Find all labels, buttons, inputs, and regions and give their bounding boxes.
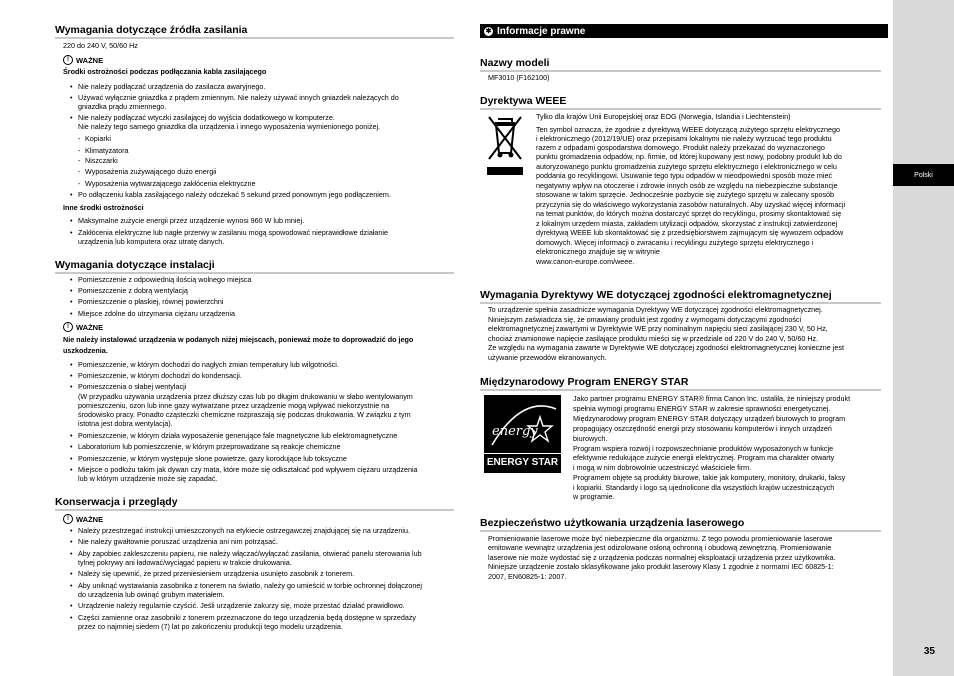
list-item: • Pomieszczenie o płaskiej, równej powierzchni (78, 297, 223, 306)
heading-emc: Wymagania Dyrektywy WE dotyczącej zgodności elektromagnetycznej (480, 289, 832, 301)
list-item: • Należy się upewnić, że przed przeniesieniem urządzenia usunięto zasobnik z tonerem. (78, 569, 354, 578)
important-note (63, 322, 103, 332)
list-item: • Urządzenie należy regularnie czyścić. Jeśli urządzenie zakurzy się, może przestać działać prawidłowo. (78, 601, 405, 610)
energy-text: Jako partner programu ENERGY STAR® firma Canon Inc. ustaliła, że niniejszy produkt (573, 394, 851, 403)
energy-text: Program wspiera rozwój i rozpowszechnianie produktów wyposażonych w funkcje (573, 444, 834, 453)
list-item: • Aby uniknąć wystawiania zasobnika z tonerem na światło, należy go umieścić w torbie ochronnej dołączonej (78, 581, 422, 590)
list-item: • Nie należy podłączać urządzenia do zasilacza awaryjnego. (78, 82, 265, 91)
important-note (63, 514, 103, 524)
important-label: WAŻNE (76, 322, 104, 332)
important-icon: ! (63, 322, 73, 332)
warning-text: Nie należy instalować urządzenia w podanych niżej miejscach, ponieważ może to doprowadzić do jego (63, 335, 414, 344)
heading-weee: Dyrektywa WEEE (480, 95, 567, 107)
weee-text: na temat punktów, do których można dostarczyć sprzęt do recyklingu, prosimy skontaktować się (536, 209, 842, 218)
cable-title: Środki ostrożności podczas podłączania kabla zasilającego (63, 67, 267, 76)
side-margin (893, 0, 954, 676)
sub-item: - Klimatyzatora (85, 146, 129, 155)
weee-text: przyczynia się do właściwego wykorzystania zasobów naturalnych. Aby uzyskać więcej informacji (536, 200, 846, 209)
heading-rule (55, 509, 454, 511)
list-item: • Pomieszczenie, w którym działa wyposażenie generujące fale magnetyczne lub elektromagnetyczne (78, 431, 397, 440)
banner-title: Informacje prawne (497, 25, 586, 37)
list-item-cont: istotna jest dobra wentylacja). (78, 419, 173, 428)
list-item: • Pomieszczenie z odpowiednią ilością wolnego miejsca (78, 275, 251, 284)
laser-text: Promieniowanie laserowe może być niebezpieczne dla organizmu. Z tego powodu promieniowanie laserowe (488, 534, 833, 543)
important-label: WAŻNE (76, 514, 104, 524)
list-item: • Miejsce zdolne do utrzymania ciężaru urządzenia (78, 309, 235, 318)
energy-text: w programie. (573, 492, 615, 501)
important-icon: ! (63, 55, 73, 65)
emc-text: To urządzenie spełnia zasadnicze wymagania Dyrektywy WE dotyczącej zgodności elektromagnetycznej. (488, 305, 823, 314)
list-item: • Pomieszczenie, w którym dochodzi do kondensacji. (78, 371, 242, 380)
heading-rule (55, 272, 454, 274)
list-item: • Zakłócenia elektryczne lub nagłe przerwy w zasilaniu mogą spowodować nieprawidłowe działanie (78, 228, 388, 237)
list-item: • Miejsce o podłożu takim jak dywan czy mata, które może się odkształcać pod wpływem ciężaru urządzenia (78, 465, 418, 474)
list-item: • Maksymalne zużycie energii przez urządzenie wynosi 960 W lub mniej. (78, 216, 304, 225)
list-item: • Należy przestrzegać instrukcji umieszczonych na etykiecie ostrzegawczej znajdującej się na urządzeniu. (78, 526, 410, 535)
language-tab[interactable]: Polski (893, 164, 954, 186)
heading-rule (480, 70, 881, 72)
energy-text: propagujący oszczędność energii przy stosowaniu komputerów i innych urządzeń (573, 424, 832, 433)
energy-text: i kopiarki. Standardy i logo są ujednolicone dla wszystkich krajów uczestniczących (573, 483, 835, 492)
energy-text: biurowych. (573, 434, 608, 443)
other-title: Inne środki ostrożności (63, 203, 144, 212)
weee-link[interactable]: www.canon-europe.com/weee. (536, 257, 635, 266)
list-item-cont: pomieszczeniu, ozon lub inne gazy wytwarzane przez urządzenie mogą wpływać niekorzystnie na (78, 401, 390, 410)
heading-energy-star: Międzynarodowy Program ENERGY STAR (480, 376, 689, 388)
heading-rule (480, 302, 881, 304)
list-item-cont: przez co najmniej siedem (7) lat po zakończeniu produkcji tego modelu urządzenia. (78, 622, 343, 631)
weee-text: dyrektywą WEEE lub skontaktować się z przedsiębiorstwem zajmującym się wywozem odpadów (536, 228, 844, 237)
weee-text: stosowane w takim sprzęcie. Jednocześnie pozbycie się zużytego sprzętu w zalecany sposób (536, 190, 835, 199)
list-item: • Pomieszczenia o słabej wentylacji (78, 382, 186, 391)
list-item: • Aby zapobiec zakleszczeniu papieru, nie należy włączać/wyłączać zasilania, otwierać panelu sterowania lub (78, 549, 422, 558)
important-icon: ! (63, 514, 73, 524)
weee-text: razem z odpadami gospodarstwa domowego. Produkt należy przekazać do wyznaczonego (536, 143, 825, 152)
weee-text: i elektronicznego (2012/19/UE) oraz przepisami lokalnymi nie należy wyrzucać tego produktu (536, 134, 832, 143)
weee-text: negatywny wpływ na otoczenie i zdrowie innych osób ze względu na niebezpieczne substancje (536, 181, 838, 190)
list-item: • Pomieszczenie, w którym dochodzi do nagłych zmian temperatury lub wilgotności. (78, 360, 339, 369)
page-number: 35 (923, 646, 935, 657)
heading-install: Wymagania dotyczące instalacji (55, 259, 215, 271)
legal-info-banner (480, 24, 888, 38)
list-item: • Laboratorium lub pomieszczenie, w którym przeprowadzane są reakcje chemiczne (78, 442, 340, 451)
list-item-cont: (W przypadku używania urządzenia przez dłuższy czas lub po długim drukowaniu w słabo wentylowanym (78, 392, 413, 401)
list-item: • Pomieszczenie z dobrą wentylacją (78, 286, 188, 295)
weee-text: Ten symbol oznacza, że zgodnie z dyrektywą WEEE dotyczącą zużytego sprzętu elektrycznego (536, 125, 841, 134)
list-item: • Używać wyłącznie gniazdka z prądem zmiennym. Nie należy używać innych gniazdek należących do (78, 93, 399, 102)
list-item-cont: tylnej pokrywy ani ładować/wyciągać papieru w trakcie drukowania. (78, 558, 292, 567)
laser-text: 2007, EN60825-1: 2007. (488, 572, 567, 581)
list-item: • Nie należy podłączać wtyczki zasilającej do wyjścia dodatkowego w komputerze. (78, 113, 335, 122)
heading-rule (480, 530, 881, 532)
list-item-cont: lub w którym urządzenie może się zapadać. (78, 474, 218, 483)
weee-bin-icon (485, 113, 525, 177)
heading-rule (55, 37, 454, 39)
weee-text: poddania go recyklingowi. Usuwanie tego typu odpadów w nieodpowiedni sposób może mieć (536, 171, 833, 180)
important-label: WAŻNE (76, 55, 104, 65)
emc-text: Niniejszym zaświadcza się, że omawiany produkt jest zgodny z wymogami dotyczącymi zgodności (488, 315, 802, 324)
weee-text: autoryzowanego punktu gromadzenia zużytego sprzętu elektrycznego i elektronicznego w celu (536, 162, 837, 171)
laser-text: emitowane wewnątrz urządzenia jest odizolowane osłoną ochronną i obudową zewnętrzną. Promieniowanie (488, 543, 832, 552)
list-item-cont: Nie należy tego samego gniazdka dla urządzenia i innego wyposażenia wymienionego poniżej. (78, 122, 381, 131)
energy-text: i mogą w nim dobrowolnie uczestniczyć właściciele firm. (573, 463, 752, 472)
energy-text: Programem objęte są produkty biurowe, takie jak komputery, monitory, drukarki, faksy (573, 473, 846, 482)
sub-item: - Wyposażenia zużywającego dużo energii (85, 167, 216, 176)
energy-star-text: ENERGY STAR (484, 453, 561, 468)
laser-text: laserowe nie może wydostać się z urządzenia podczas normalnej eksploatacji urządzenia przez użytkownika. (488, 553, 836, 562)
heading-laser: Bezpieczeństwo użytkowania urządzenia laserowego (480, 517, 745, 529)
list-item-cont: środowisko pracy. Ponadto cząsteczki chemiczne rozpraszają się podczas drukowania. W związku z tym (78, 410, 411, 419)
heading-power: Wymagania dotyczące źródła zasilania (55, 24, 248, 36)
list-item: • Pomieszczenie, w którym występuje słone powietrze, gazy korodujące lub toksyczne (78, 454, 347, 463)
weee-text: domowych. Więcej informacji o zwracaniu i recyklingu zużytego sprzętu elektrycznego i (536, 238, 814, 247)
laser-text: Niniejsze urządzenie zostało sklasyfikowane jako produkt laserowy Klasy 1 zgodnie z normami IEC 60825-1: (488, 562, 834, 571)
warning-text: uszkodzenia. (63, 346, 108, 355)
list-item-cont: do urządzenia lub owinąć grubym materiałem. (78, 590, 225, 599)
list-item: • Nie należy gwałtownie poruszać urządzenia ani nim potrząsać. (78, 537, 278, 546)
list-item: • Po odłączeniu kabla zasilającego należy odczekać 5 sekund przed ponownym jego podłączeniem. (78, 190, 391, 199)
emc-text: chociaż znamionowe napięcie zasilające produktu mieści się w przedziale od 220 V do 240 V, 50/60 Hz. (488, 334, 819, 343)
weee-text: punktu gromadzenia odpadów, np. firmie, od której kupowany jest nowy, podobny produkt lub do (536, 152, 842, 161)
sub-item: - Kopiarki (85, 134, 111, 143)
heading-rule (480, 389, 881, 391)
important-note (63, 55, 103, 65)
voltage-text: 220 do 240 V, 50/60 Hz (63, 41, 138, 50)
energy-text: efektywnie redukujące zużycie energii elektrycznej. Program ma charakter otwarty (573, 453, 835, 462)
list-item-cont: gniazdka prądu zmiennego. (78, 102, 167, 111)
energy-text: spełnia wymogi programu ENERGY STAR w zakresie sprawności energetycznej. (573, 404, 831, 413)
weee-text: z lokalnym urzędem miasta, zakładem utylizacji odpadów, skorzystać z instrukcji zatwierdzonej (536, 219, 838, 228)
energy-star-logo (484, 395, 561, 473)
energy-star-icon (484, 395, 561, 453)
weee-text: elektronicznego znajduje się w witrynie (536, 247, 660, 256)
sub-item: - Niszczarki (85, 156, 118, 165)
weee-text: Tylko dla krajów Unii Europejskiej oraz EOG (Norwegia, Islandia i Liechtenstein) (536, 112, 791, 121)
sub-item: - Wyposażenia wytwarzającego zakłócenia elektryczne (85, 179, 256, 188)
emc-text: używanie przewodów ekranowanych. (488, 353, 607, 362)
energy-script: energy (492, 424, 538, 439)
list-item: • Części zamienne oraz zasobniki z tonerem przeznaczone do tego urządzenia będą dostępne w sprzedaży (78, 613, 416, 622)
heading-models: Nazwy modeli (480, 57, 550, 69)
model-name: MF3010 (F162100) (488, 73, 550, 82)
emc-text: Ze względu na wymagania zawarte w Dyrektywie WE dotyczącej zgodności elektromagnetycznej konieczne jest (488, 343, 844, 352)
list-item-cont: urządzenia lub komputera oraz utratę danych. (78, 237, 225, 246)
heading-rule (480, 108, 881, 110)
emc-text: elektromagnetycznej zawartymi w Dyrektywie WE przy nominalnym napięciu sieci zasilającej 230 V, 50 Hz, (488, 324, 828, 333)
energy-text: Międzynarodowy program ENERGY STAR dotyczący urządzeń biurowych to program (573, 414, 846, 423)
info-icon: ✱ (485, 28, 492, 35)
heading-maintenance: Konserwacja i przeglądy (55, 496, 178, 508)
